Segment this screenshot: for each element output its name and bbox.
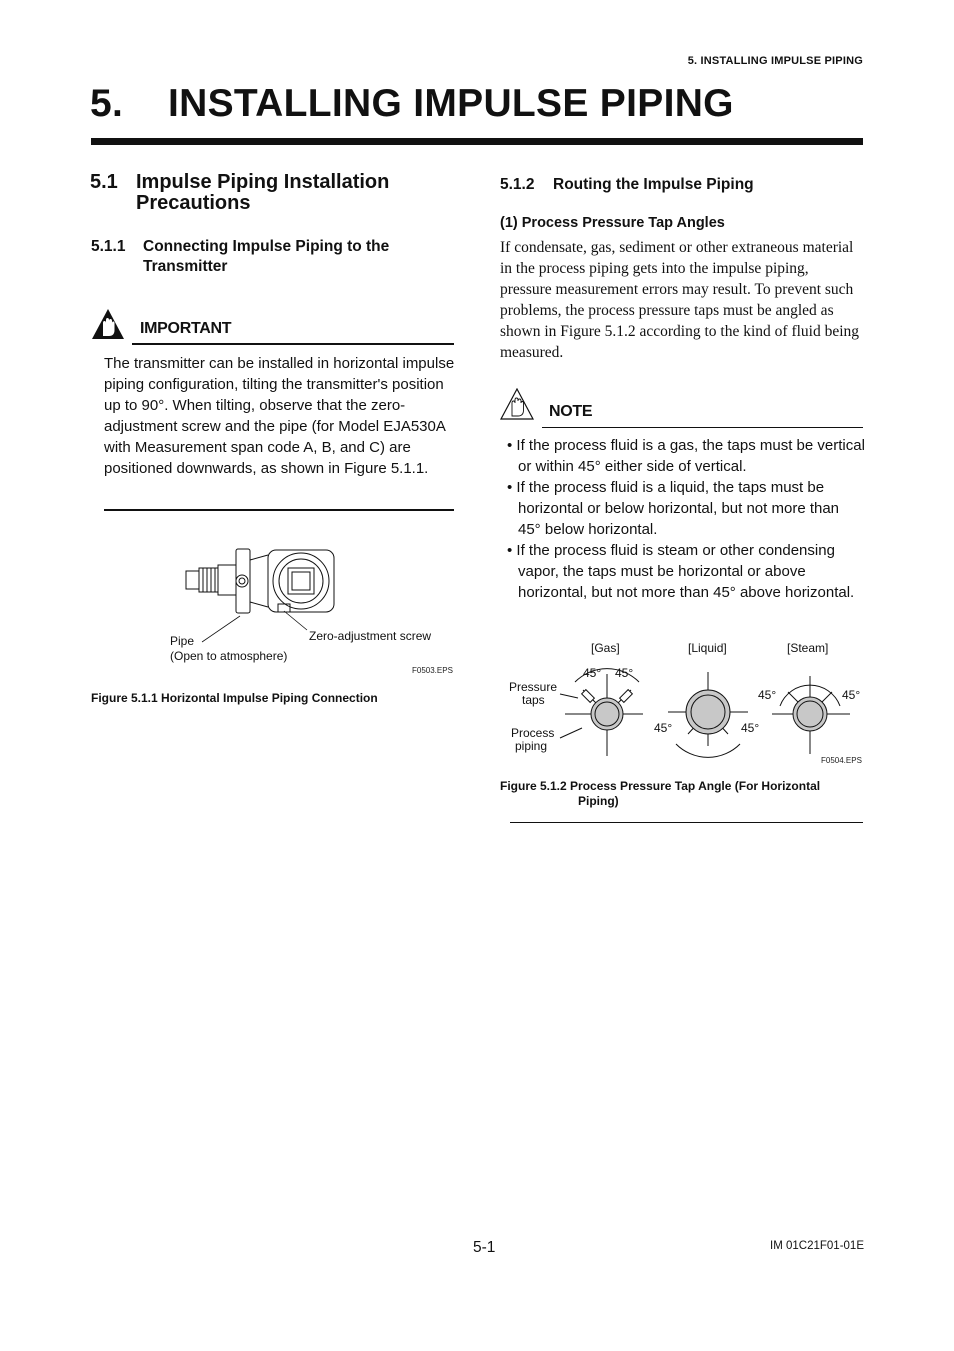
document-id: IM 01C21F01-01E [770,1240,864,1252]
process-piping-label-2: piping [515,739,548,753]
chapter-number: 5. [90,82,124,125]
important-bottom-rule [104,509,454,511]
pressure-taps-label: Pressure [509,680,558,694]
list-item: • If the process fluid is a liquid, the taps must be horizontal or below horizontal, but not more than 45° below horizontal. [507,479,840,538]
angle-label: 45° [615,666,634,680]
tap-angle-diagram [500,636,865,771]
page-number: 5-1 [473,1239,496,1256]
note-rule [542,427,863,428]
steam-label: [Steam] [787,641,829,655]
note-hand-icon [500,388,534,425]
important-label: IMPORTANT [140,320,232,337]
subsection-title: Routing the Impulse Piping [553,176,754,193]
note-bottom-rule [510,822,863,823]
pipe-note-label: (Open to atmosphere) [170,649,288,663]
angle-label: 45° [842,688,861,702]
section-5-1-heading [90,172,389,214]
running-header: 5. INSTALLING IMPULSE PIPING [687,55,863,67]
zero-screw-label: Zero-adjustment screw [309,629,432,643]
figure-eps-code: F0503.EPS [412,666,453,675]
chapter-title-text: INSTALLING IMPULSE PIPING [168,82,734,125]
subsection-title-line1: Connecting Impulse Piping to the [143,238,390,255]
pipe-label: Pipe [170,634,195,648]
figure-caption-line2: Piping) [578,794,619,808]
liquid-label: [Liquid] [688,641,727,655]
figure-eps-code: F0504.EPS [821,756,862,765]
section-5-1-1-heading [91,237,389,277]
title-rule [91,138,863,145]
section-5-1-2-heading [500,176,754,194]
section-title-line2: Precautions [136,192,251,214]
note-label: NOTE [549,403,593,420]
figure-caption: Figure 5.1.2 Process Pressure Tap Angle (For Horizontal [500,779,821,793]
important-text: The transmitter can be installed in horizontal impulse piping configuration, tilting the transmitter's position up to 90°. When tilting, observe that the zero-adjustment screw and the pipe (for Model EJA530A with Measurement span code A, B, and C) are positioned downwards, as shown in Figure 5.1.1. [104,355,455,477]
warning-hand-icon [91,308,125,345]
process-piping-label: Process [511,726,555,740]
section-title-line1: Impulse Piping Installation [136,171,390,193]
subsection-number: 5.1.2 [500,176,535,193]
important-rule [132,343,454,345]
subsection-number: 5.1.1 [91,238,126,255]
chapter-title [90,82,734,126]
angle-label: 45° [654,721,673,735]
subsection-1-heading: (1) Process Pressure Tap Angles [500,215,725,231]
note-list [507,435,865,603]
list-item: • If the process fluid is steam or other condensing vapor, the taps must be horizontal or above horizontal, but not more than 45° above horizontal. [507,542,855,601]
section-number: 5.1 [90,171,118,193]
angle-label: 45° [741,721,760,735]
subsection-title-line2: Transmitter [143,258,228,275]
list-item: • If the process fluid is a gas, the taps must be vertical or within 45° either side of vertical. [507,437,865,475]
gas-label: [Gas] [591,641,620,655]
figure-caption: Figure 5.1.1 Horizontal Impulse Piping Connection [91,691,378,705]
angle-label: 45° [583,666,602,680]
body-paragraph: If condensate, gas, sediment or other extraneous material in the process piping gets into the impulse piping, pressure measurement errors may result. To prevent such problems, the process pressure taps must be angled as shown in Figure 5.1.2 according to the kind of fluid being measured. [500,239,860,361]
pressure-taps-label-2: taps [522,693,545,707]
angle-label: 45° [758,688,777,702]
